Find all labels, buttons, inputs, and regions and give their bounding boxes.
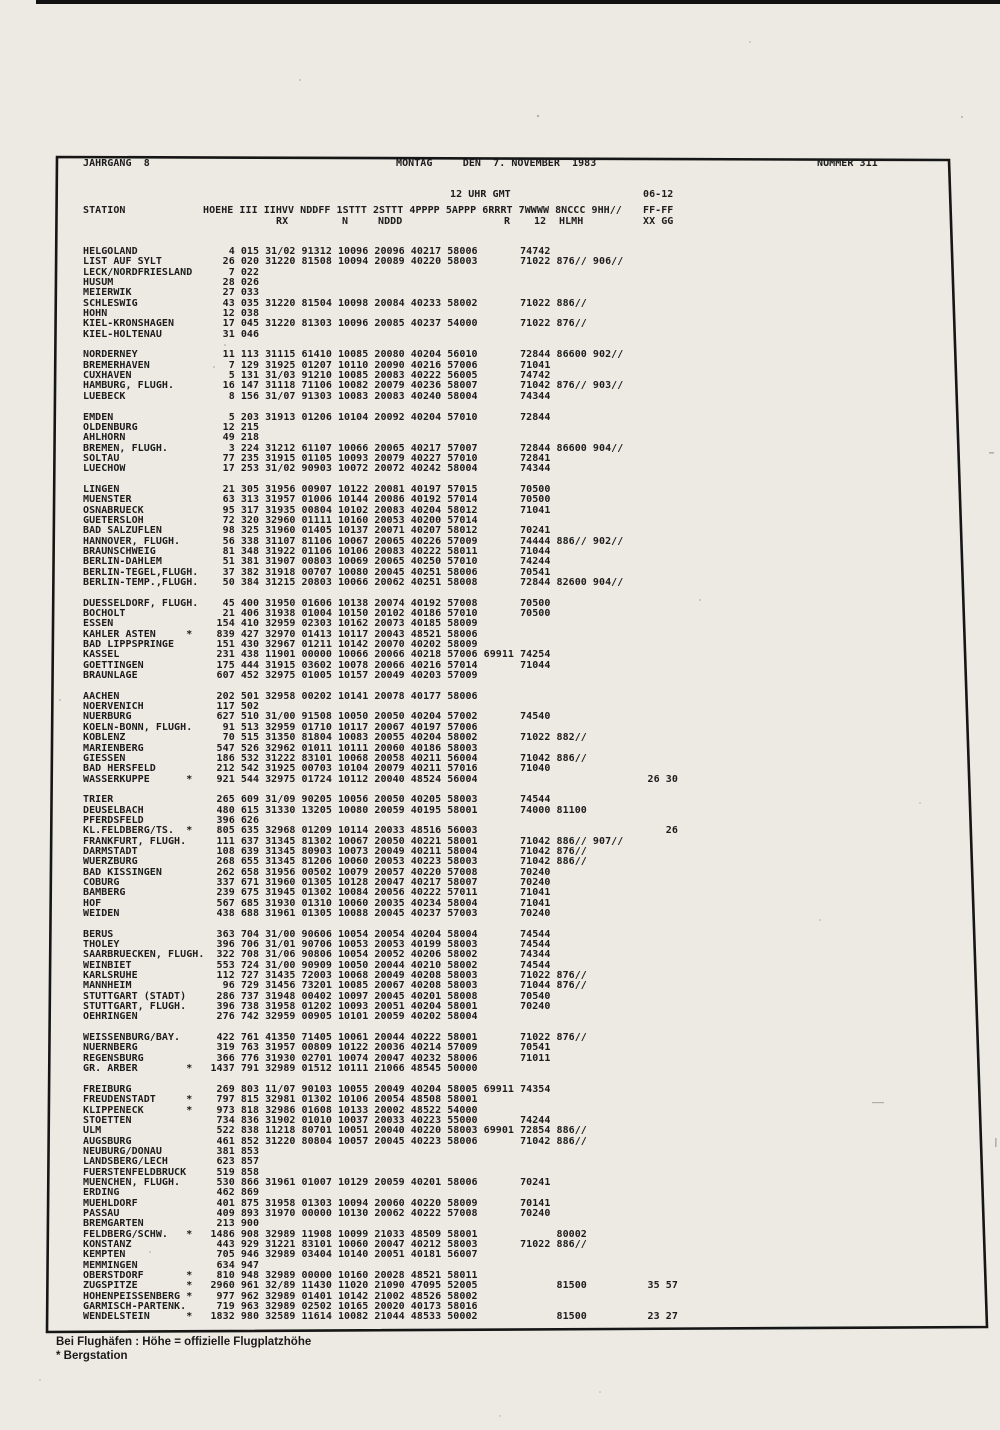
table-row: SCHLESWIG 43 035 31220 81504 10098 20084 40233 58002 71022 886// <box>83 297 587 309</box>
subheader-nddd: NDDD <box>378 216 403 227</box>
table-row: FUERSTENFELDBRUCK 519 858 <box>83 1166 260 1178</box>
table-row: HOHENPEISSENBERG * 977 962 32989 01401 10142 21002 48526 58002 <box>83 1290 478 1302</box>
table-row: STUTTGART (STADT) 286 737 31948 00402 10097 20045 40201 58008 70540 <box>83 990 551 1002</box>
table-row: KARLSRUHE 112 727 31435 72003 10068 20049 40208 58003 71022 876// <box>83 970 587 982</box>
table-row: AACHEN 202 501 32958 00202 10141 20078 40177 58006 <box>83 690 478 702</box>
table-row: BOCHOLT 21 406 31938 01004 10150 20102 40186 57010 70500 <box>83 608 551 620</box>
table-row: MANNHEIM 96 729 31456 73201 10085 20067 40208 58003 71044 876// <box>83 980 587 992</box>
table-row: ESSEN 154 410 32959 02303 10162 20073 40185 58009 <box>83 618 478 630</box>
table-row: ULM 522 838 11218 80701 10051 20040 40220 58003 69901 72854 886// <box>83 1125 587 1137</box>
table-row: REGENSBURG 366 776 31930 02701 10074 20047 40232 58006 71011 <box>83 1052 551 1064</box>
masthead-jahrgang: JAHRGANG 8 <box>83 158 150 169</box>
table-row: BAD KISSINGEN 262 658 31956 00502 10079 20057 40220 57008 70240 <box>83 866 551 878</box>
table-row: FELDBERG/SCHW. * 1486 908 32989 11908 10099 21033 48509 58001 80002 <box>83 1228 587 1240</box>
table-row: KASSEL 231 438 11901 00000 10066 20066 40218 57006 69911 74254 <box>83 649 551 661</box>
table-row: FREIBURG 269 803 11/07 90103 10055 20049 40204 58005 69911 74354 <box>83 1083 551 1095</box>
table-row: GOETTINGEN 175 444 31915 03602 10078 20066 40216 57014 71044 <box>83 659 551 671</box>
table-row: DUESSELDORF, FLUGH. 45 400 31950 01606 10138 20074 40192 57008 70500 <box>83 597 551 609</box>
table-row: ERDING 462 869 <box>83 1187 260 1199</box>
station-table <box>83 247 678 1323</box>
table-row: COBURG 337 671 31960 01305 10128 20047 40217 58007 70240 <box>83 876 551 888</box>
table-row: WEISSENBURG/BAY. 422 761 41350 71405 10061 20044 40222 58001 71022 876// <box>83 1032 587 1044</box>
table-row: STUTTGART, FLUGH. 396 738 31958 01202 10093 20051 40204 58001 70240 <box>83 1001 551 1013</box>
table-row: MUENSTER 63 313 31957 01006 10144 20086 40192 57014 70500 <box>83 494 551 506</box>
table-row: HANNOVER, FLUGH. 56 338 31107 81106 10067 20065 40226 57009 74444 886// 902// <box>83 535 624 547</box>
table-row: BERLIN-TEMP.,FLUGH. 50 384 31215 20803 10066 20062 40251 58008 72844 82600 904// <box>83 577 624 588</box>
table-row: NEUBURG/DONAU 381 853 <box>83 1145 260 1157</box>
table-row: ZUGSPITZE * 2960 961 32/89 11430 11020 21090 47095 52005 81500 35 57 <box>83 1280 678 1292</box>
table-row: WENDELSTEIN * 1832 980 32589 11614 10082 21044 48533 50002 81500 23 27 <box>83 1311 678 1323</box>
table-row: BREMEN, FLUGH. 3 224 31212 61107 10066 20065 40217 57007 72844 86600 904// <box>83 442 624 454</box>
header-ff-label: FF-FF <box>643 205 674 216</box>
period-label: 06-12 <box>643 189 674 200</box>
table-row: BRAUNLAGE 607 452 32975 01005 10157 20049 40203 57009 <box>83 670 478 682</box>
table-row: KOELN-BONN, FLUGH. 91 513 32959 01710 10117 20067 40197 57006 <box>83 721 478 733</box>
table-row: NUERNBERG 319 763 31957 00809 10122 20036 40214 57009 70541 <box>83 1042 551 1054</box>
table-row: BERUS 363 704 31/00 90606 10054 20054 40204 58004 74544 <box>83 928 551 940</box>
table-row: KOBLENZ 70 515 31350 81804 10083 20055 40204 58002 71022 882// <box>83 732 587 744</box>
table-row: BERLIN-DAHLEM 51 381 31907 00803 10069 20065 40250 57010 74244 <box>83 556 551 568</box>
header-station-label: STATION <box>83 205 126 216</box>
table-row: KIEL-HOLTENAU 31 046 <box>83 328 260 340</box>
table-row: LINGEN 21 305 31956 00907 10122 20081 40197 57015 70500 <box>83 483 551 495</box>
table-row: GIESSEN 186 532 31222 83101 10068 20058 40211 56004 71042 886// <box>83 752 587 764</box>
footnote-bergstation: * Bergstation <box>56 1350 128 1362</box>
table-row: NOERVENICH 117 502 <box>83 701 260 713</box>
header-groups-label: HOEHE III IIHVV NDDFF 1STTT 2STTT 4PPPP 5APPP 6RRRT 7WWWW 8NCCC 9HH// <box>203 205 622 216</box>
table-row: PFERDSFELD 396 626 <box>83 814 260 826</box>
table-row: LUECHOW 17 253 31/02 90903 10072 20072 40242 58004 74344 <box>83 463 551 475</box>
table-row: OBERSTDORF * 810 948 32989 00000 10160 20028 48521 58011 <box>83 1270 478 1282</box>
table-row: OEHRINGEN 276 742 32959 00905 10101 20059 40202 58004 <box>83 1011 478 1023</box>
subheader-r: R <box>504 216 511 227</box>
observation-time-label: 12 UHR GMT <box>450 189 511 200</box>
table-row: MUEHLDORF 401 875 31958 01303 10094 20060 40220 58009 70141 <box>83 1197 551 1209</box>
subheader-hlmh: HLMH <box>559 216 584 227</box>
table-row: HOHN 12 038 <box>83 308 260 320</box>
table-row: FREUDENSTADT * 797 815 32981 01302 10106 20054 48508 58001 <box>83 1094 478 1106</box>
table-row: MEIERWIK 27 033 <box>83 287 260 299</box>
subheader-n: N <box>342 216 349 227</box>
table-row: HOF 567 685 31930 01310 10060 20035 40234 58004 71041 <box>83 897 551 909</box>
table-row: AHLHORN 49 218 <box>83 432 260 444</box>
page-edge-line <box>36 0 1000 4</box>
table-row: BAD HERSFELD 212 542 31925 00703 10104 20079 40211 57016 71040 <box>83 763 551 775</box>
table-row: BERLIN-TEGEL,FLUGH. 37 382 31918 00707 10080 20045 40251 58006 70541 <box>83 566 551 578</box>
table-row: OSNABRUECK 95 317 31935 00804 10102 20083 40204 58012 71041 <box>83 504 551 516</box>
table-row: BREMGARTEN 213 900 <box>83 1218 260 1230</box>
table-row: BAMBERG 239 675 31945 01302 10084 20056 40222 57011 71041 <box>83 887 551 899</box>
table-row: HELGOLAND 4 015 31/02 91312 10096 20096 40217 58006 74742 <box>83 246 551 257</box>
table-row: KIEL-KRONSHAGEN 17 045 31220 81303 10096 20085 40237 54000 71022 876// <box>83 318 587 330</box>
table-row: OLDENBURG 12 215 <box>83 421 260 433</box>
table-row: BRAUNSCHWEIG 81 348 31922 01106 10106 20083 40222 58011 71044 <box>83 545 551 557</box>
table-row: HAMBURG, FLUGH. 16 147 31118 71106 10082 20079 40236 58007 71042 876// 903// <box>83 380 624 392</box>
footnote-flughafen: Bei Flughäfen : Höhe = offizielle Flugplatzhöhe <box>56 1336 312 1348</box>
table-row: NORDERNEY 11 113 31115 61410 10085 20080 40204 56010 72844 86600 902// <box>83 349 624 361</box>
table-row: NUERBURG 627 510 31/00 91508 10050 20050 40204 57002 74540 <box>83 711 551 723</box>
table-row: KEMPTEN 705 946 32989 03404 10140 20051 40181 56007 <box>83 1249 478 1261</box>
table-row: WEINBIET 553 724 31/00 90909 10050 20044 40210 58002 74544 <box>83 959 551 971</box>
table-row: BAD LIPPSPRINGE 151 430 32967 01211 10142 20070 40202 58009 <box>83 639 478 651</box>
table-row: MUENCHEN, FLUGH. 530 866 31961 01007 10129 20059 40201 58006 70241 <box>83 1176 551 1188</box>
table-row: LIST AUF SYLT 26 020 31220 81508 10094 20089 40220 58003 71022 876// 906// <box>83 256 624 268</box>
table-row: MARIENBERG 547 526 32962 01011 10111 20060 40186 58003 <box>83 742 478 754</box>
table-row: DARMSTADT 108 639 31345 80903 10073 20049 40211 58004 71042 876// <box>83 845 587 857</box>
masthead-date: MONTAG DEN 7. NOVEMBER 1983 <box>396 158 597 169</box>
table-row: HUSUM 28 026 <box>83 277 260 289</box>
table-row: BREMERHAVEN 7 129 31925 01207 10110 20090 40216 57006 71041 <box>83 359 551 371</box>
table-row: LANDSBERG/LECH 623 857 <box>83 1156 260 1168</box>
table-row: WASSERKUPPE * 921 544 32975 01724 10112 20040 48524 56004 26 30 <box>83 773 678 785</box>
table-row: LECK/NORDFRIESLAND 7 022 <box>83 266 260 278</box>
table-row: LUEBECK 8 156 31/07 91303 10083 20083 40240 58004 74344 <box>83 390 551 402</box>
table-row: PASSAU 409 893 31970 00000 10130 20062 40222 57008 70240 <box>83 1207 551 1219</box>
table-row: EMDEN 5 203 31913 01206 10104 20092 40204 57010 72844 <box>83 411 551 423</box>
subheader-xxgg: XX GG <box>643 216 674 227</box>
table-row: THOLEY 396 706 31/01 90706 10053 20053 40199 58003 74544 <box>83 939 551 951</box>
table-row: AUGSBURG 461 852 31220 80804 10057 20045 40223 58006 71042 886// <box>83 1135 587 1147</box>
table-row: GUETERSLOH 72 320 32960 01111 10160 20053 40200 57014 <box>83 514 478 526</box>
table-row: GARMISCH-PARTENK. 719 963 32989 02502 10165 20020 40173 58016 <box>83 1301 478 1313</box>
table-row: KAHLER ASTEN * 839 427 32970 01413 10117 20043 48521 58006 <box>83 628 478 640</box>
table-row: WEIDEN 438 688 31961 01305 10088 20045 40237 57003 70240 <box>83 908 551 919</box>
table-row: KONSTANZ 443 929 31221 83101 10060 20047 40212 58003 71022 886// <box>83 1239 587 1250</box>
table-row: WUERZBURG 268 655 31345 81206 10060 20053 40223 58003 71042 886// <box>83 856 587 868</box>
table-row: CUXHAVEN 5 131 31/03 91210 10085 20083 40222 56005 74742 <box>83 370 551 382</box>
table-row: SOLTAU 77 235 31915 01105 10093 20079 40227 57010 72841 <box>83 452 551 464</box>
subheader-rx: RX <box>276 216 289 227</box>
table-row: KLIPPENECK * 973 818 32986 01608 10133 20002 48522 54000 <box>83 1104 478 1116</box>
table-row: SAARBRUECKEN, FLUGH. 322 708 31/06 90806 10054 20052 40206 58002 74344 <box>83 949 551 961</box>
table-row: TRIER 265 609 31/09 90205 10056 20050 40205 58003 74544 <box>83 794 551 806</box>
table-row: GR. ARBER * 1437 791 32989 01512 10111 21066 48545 50000 <box>83 1063 478 1075</box>
subheader-12: 12 <box>534 216 547 227</box>
table-row: KL.FELDBERG/TS. * 805 635 32968 01209 10114 20033 48516 56003 26 <box>83 825 678 837</box>
table-row: BAD SALZUFLEN 98 325 31960 01405 10137 20071 40207 58012 70241 <box>83 525 551 537</box>
masthead-nummer: NUMMER 311 <box>817 158 878 169</box>
table-row: FRANKFURT, FLUGH. 111 637 31345 81302 10067 20050 40221 58001 71042 886// 907// <box>83 835 624 847</box>
table-row: DEUSELBACH 480 615 31330 13205 10080 20059 40195 58001 74000 81100 <box>83 804 587 816</box>
table-row: STOETTEN 734 836 31902 01010 10037 20033 40223 55000 74244 <box>83 1114 551 1126</box>
table-row: MEMMINGEN 634 947 <box>83 1259 260 1271</box>
block-separator <box>83 402 678 412</box>
